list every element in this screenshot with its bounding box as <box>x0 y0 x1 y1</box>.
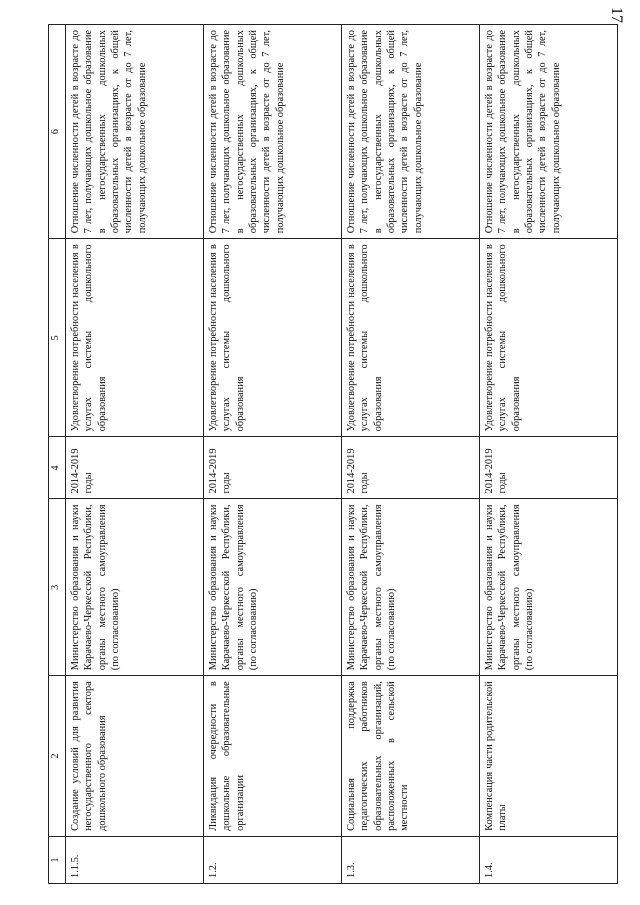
column-number: 5 <box>49 239 66 437</box>
period: 2014-2019 годы <box>66 437 204 499</box>
table-row <box>342 25 480 884</box>
item-number: 1.2. <box>204 836 342 883</box>
rotated-page-area <box>48 24 618 884</box>
program-table-container <box>48 24 618 884</box>
expected-result: Удовлетворение потребности населения в услугах системы дошкольного образования <box>204 239 342 437</box>
table-row <box>66 25 204 884</box>
table-row <box>480 25 618 884</box>
column-number: 4 <box>49 437 66 499</box>
executor: Министерство образования и науки Карачаево-Черкесской Республики, органы местного самоуправления (по согласованию) <box>342 499 480 676</box>
measure-name: Социальная поддержка педагогических работников образовательных организаций, расположенных в сельской местности <box>342 676 480 837</box>
column-number: 2 <box>49 676 66 837</box>
column-number: 1 <box>49 836 66 883</box>
period: 2014-2019 годы <box>204 437 342 499</box>
target-indicator: Отношение численности детей в возрасте до 7 лет, получающих дошкольное образование в негосударственных дошкольных образовательных организациях, к общей численности детей в возрасте от до 7 лет, получающих дошкольное образование <box>66 25 204 239</box>
item-number: 1.3. <box>342 836 480 883</box>
executor: Министерство образования и науки Карачаево-Черкесской Республики, органы местного самоуправления (по согласованию) <box>66 499 204 676</box>
executor: Министерство образования и науки Карачаево-Черкесской Республики, органы местного самоуправления (по согласованию) <box>204 499 342 676</box>
measure-name: Ликвидация очередности в дошкольные образовательные организации <box>204 676 342 837</box>
target-indicator: Отношение численности детей в возрасте до 7 лет, получающих дошкольное образование в негосударственных дошкольных образовательных организациях, к общей численности детей в возрасте от до 7 лет, получающих дошкольное образование <box>204 25 342 239</box>
column-number-row <box>49 25 66 884</box>
program-measures-table <box>48 24 618 884</box>
period: 2014-2019 годы <box>480 437 618 499</box>
column-number: 6 <box>49 25 66 239</box>
executor: Министерство образования и науки Карачаево-Черкесской Республики, органы местного самоуправления (по согласованию) <box>480 499 618 676</box>
target-indicator: Отношение численности детей в возрасте до 7 лет, получающих дошкольное образование в негосударственных дошкольных образовательных организациях, к общей численности детей в возрасте от до 7 лет, получающих дошкольное образование <box>480 25 618 239</box>
column-number: 3 <box>49 499 66 676</box>
page-number: 17 <box>608 7 625 23</box>
expected-result: Удовлетворение потребности населения в услугах системы дошкольного образования <box>480 239 618 437</box>
measure-name: Создание условий для развития негосударственного сектора дошкольного образования <box>66 676 204 837</box>
expected-result: Удовлетворение потребности населения в услугах системы дошкольного образования <box>66 239 204 437</box>
measure-name: Компенсация части родительской платы <box>480 676 618 837</box>
item-number: 1.4. <box>480 836 618 883</box>
period: 2014-2019 годы <box>342 437 480 499</box>
item-number: 1.1.5. <box>66 836 204 883</box>
target-indicator: Отношение численности детей в возрасте до 7 лет, получающих дошкольное образование в негосударственных дошкольных образовательных организациях, к общей численности детей в возрасте от до 7 лет, получающих дошкольное образование <box>342 25 480 239</box>
expected-result: Удовлетворение потребности населения в услугах системы дошкольного образования <box>342 239 480 437</box>
table-row <box>204 25 342 884</box>
